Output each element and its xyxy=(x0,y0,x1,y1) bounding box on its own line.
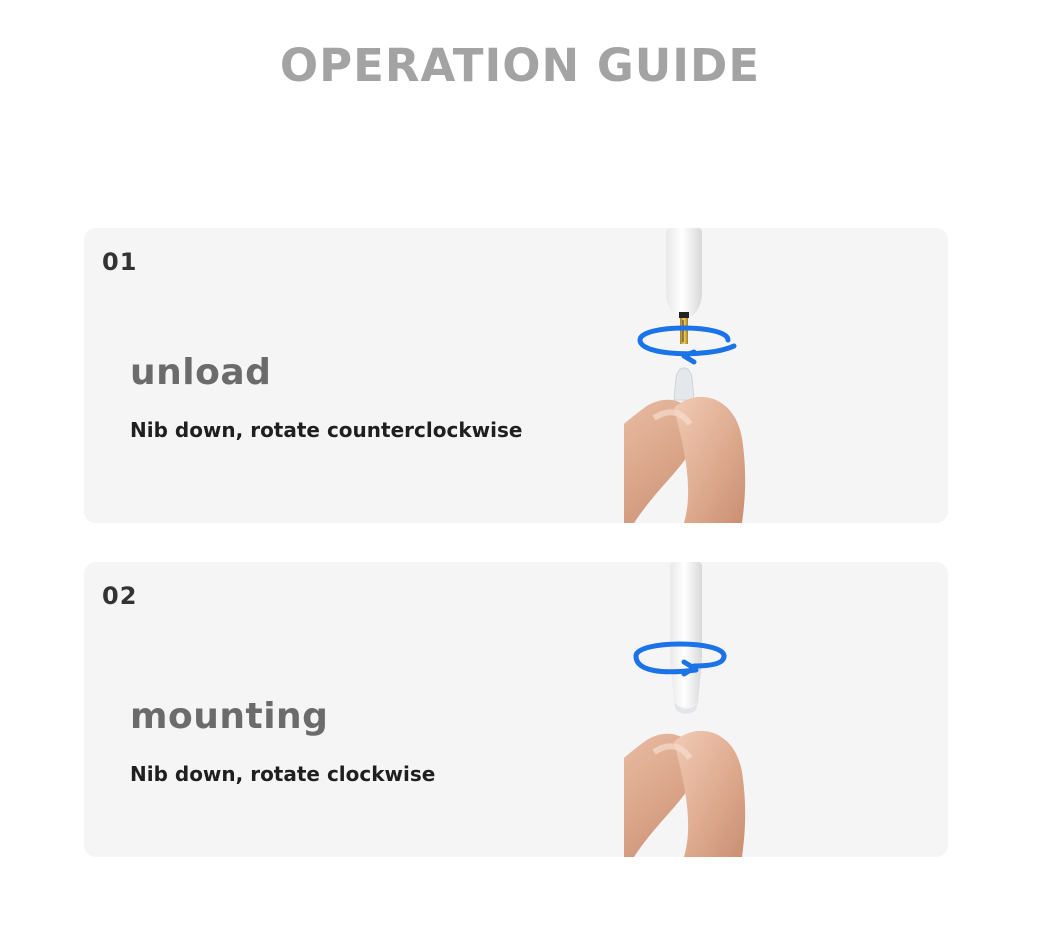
step-card-unload xyxy=(84,228,948,523)
pen-body xyxy=(670,562,702,714)
step-number: 02 xyxy=(102,582,138,610)
pen-unload-illustration xyxy=(624,228,864,523)
step-title: mounting xyxy=(130,696,329,737)
step-title: unload xyxy=(130,352,272,393)
nib-tip xyxy=(674,368,694,400)
hand-fingers xyxy=(624,397,745,523)
pen-mounting-illustration xyxy=(624,562,864,857)
hand-fingers xyxy=(624,731,745,857)
step-number: 01 xyxy=(102,248,138,276)
step-description: Nib down, rotate counterclockwise xyxy=(130,418,523,442)
page-title: OPERATION GUIDE xyxy=(279,39,761,92)
step-card-mounting xyxy=(84,562,948,857)
step-description: Nib down, rotate clockwise xyxy=(130,762,436,786)
pen-body xyxy=(666,228,702,316)
